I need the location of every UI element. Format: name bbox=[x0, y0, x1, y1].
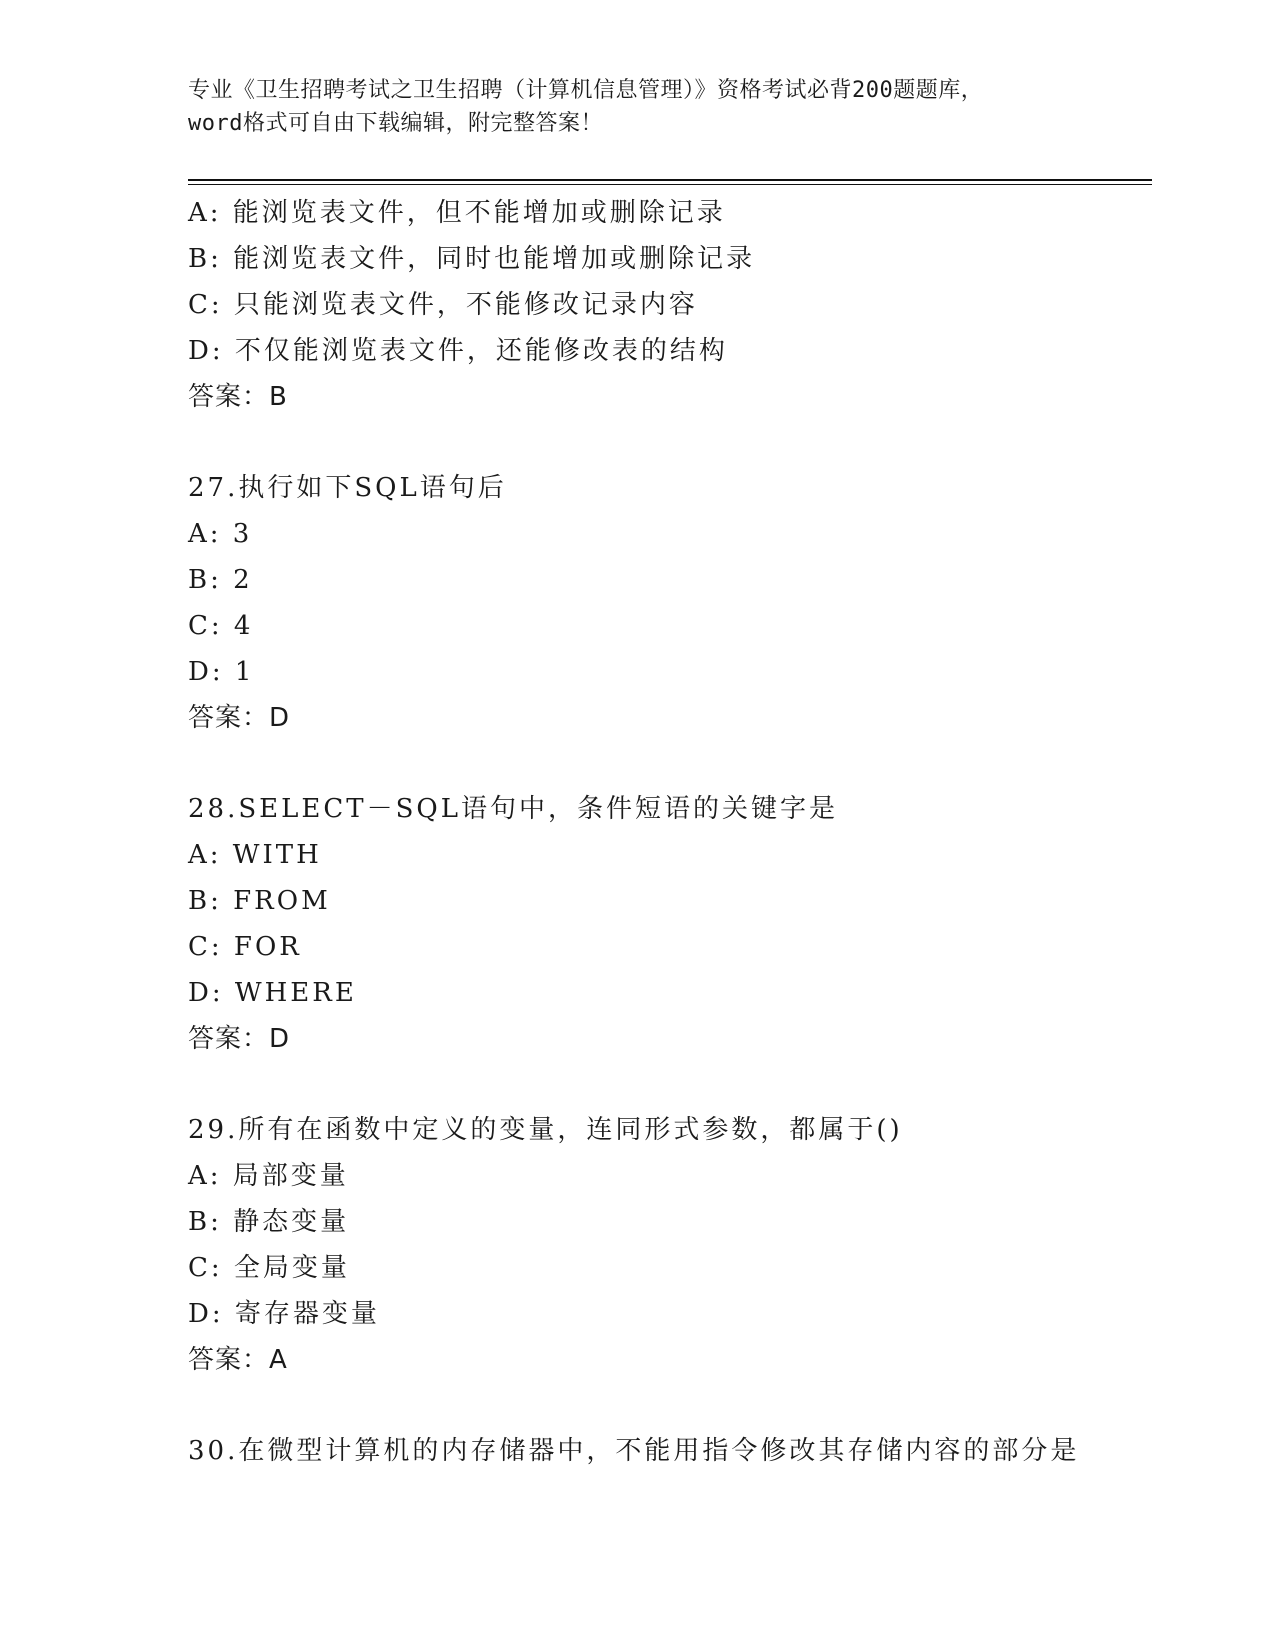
header-title-line1: 专业《卫生招聘考试之卫生招聘（计算机信息管理）》资格考试必背200题题库， bbox=[188, 78, 984, 103]
question-27-block bbox=[188, 465, 1152, 741]
option-a: A: 3 bbox=[188, 519, 253, 549]
answer-line: 答案：D bbox=[188, 703, 291, 733]
option-c: C: FOR bbox=[188, 932, 302, 962]
header-divider-thick bbox=[188, 179, 1152, 181]
option-a: A: 能浏览表文件，但不能增加或删除记录 bbox=[188, 198, 726, 228]
document-header bbox=[188, 74, 1088, 140]
question-gap bbox=[188, 1062, 1152, 1107]
question-text: 27.执行如下SQL语句后 bbox=[188, 473, 507, 503]
option-c: C: 只能浏览表文件，不能修改记录内容 bbox=[188, 290, 698, 320]
question-gap bbox=[188, 741, 1152, 786]
option-d: D: 不仅能浏览表文件，还能修改表的结构 bbox=[188, 336, 728, 366]
answer-line: 答案：A bbox=[188, 1345, 288, 1375]
question-text: 28.SELECT－SQL语句中，条件短语的关键字是 bbox=[188, 794, 839, 824]
header-title-line2: word格式可自由下载编辑，附完整答案！ bbox=[188, 111, 603, 136]
option-a: A: WITH bbox=[188, 840, 322, 870]
question-26-block bbox=[188, 190, 1152, 420]
question-30-block bbox=[188, 1428, 1152, 1474]
option-b: B: 静态变量 bbox=[188, 1207, 350, 1237]
option-d: D: WHERE bbox=[188, 978, 357, 1008]
option-b: B: 能浏览表文件，同时也能增加或删除记录 bbox=[188, 244, 756, 274]
question-gap bbox=[188, 420, 1152, 465]
answer-line: 答案：D bbox=[188, 1024, 291, 1054]
option-a: A: 局部变量 bbox=[188, 1161, 349, 1191]
question-28-block bbox=[188, 786, 1152, 1062]
question-gap bbox=[188, 1383, 1152, 1428]
option-b: B: 2 bbox=[188, 565, 253, 595]
question-text: 29.所有在函数中定义的变量，连同形式参数，都属于() bbox=[188, 1115, 903, 1145]
option-d: D: 1 bbox=[188, 657, 255, 687]
header-divider-thin bbox=[188, 184, 1152, 185]
question-29-block bbox=[188, 1107, 1152, 1383]
answer-line: 答案：B bbox=[188, 382, 288, 412]
option-d: D: 寄存器变量 bbox=[188, 1299, 380, 1329]
option-c: C: 全局变量 bbox=[188, 1253, 350, 1283]
option-b: B: FROM bbox=[188, 886, 331, 916]
question-text: 30.在微型计算机的内存储器中，不能用指令修改其存储内容的部分是 bbox=[188, 1436, 1080, 1466]
option-c: C: 4 bbox=[188, 611, 254, 641]
question-list bbox=[188, 190, 1152, 1474]
